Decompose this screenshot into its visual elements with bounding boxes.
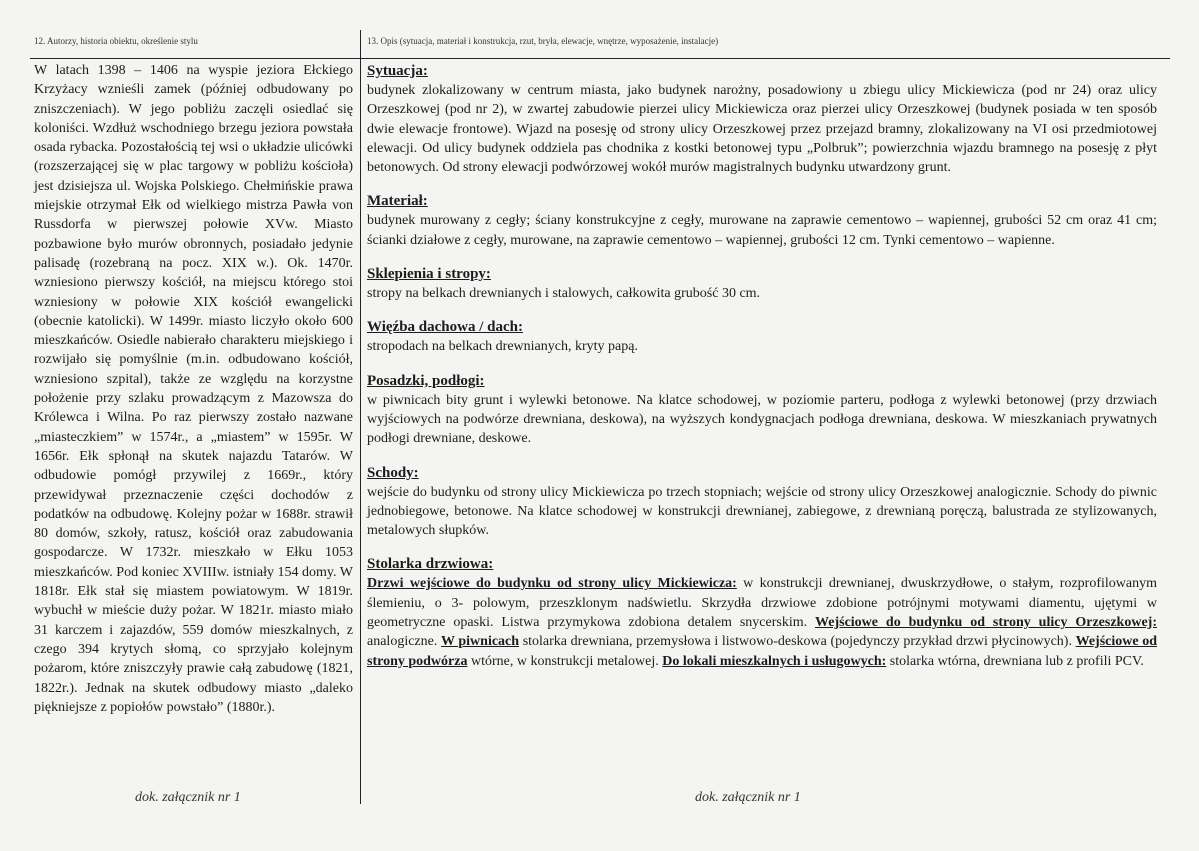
text-material: budynek murowany z cegły; ściany konstrukcyjne z cegły, murowane na zaprawie cementowo – wapiennej, grubości 52 cm oraz 41 cm; ścianki działowe z cegły, murowane, na zaprawie cementowo – wapiennej, grubości 12 cm. Tynki cementowo – wapienne. — [367, 213, 1157, 248]
text-drzwi-orzeszkowej: analogiczne. — [367, 634, 441, 650]
section-material — [367, 191, 1157, 250]
section-sklepienia — [367, 264, 1157, 303]
text-podworze: wtórne, w konstrukcji metalowej. — [467, 653, 663, 669]
document-page — [30, 30, 1170, 820]
history-text: W latach 1398 – 1406 na wyspie jeziora Ełckiego Krzyżacy wznieśli zamek (później odbudowany po zniszczeniach). W jego pobliżu zaczęli osiedlać się koloniści. Wzdłuż wschodniego brzegu jeziora powstała osada rybacka. Pozostałością tej wsi o układzie ulicówki (rozszerzającej się w plac targowy w pobliżu kościoła) jest dzisiejsza ul. Wojska Polskiego. Chełmińskie prawa miejskie otrzymał Ełk od wielkiego mistrza Pawła von Russdorfa w pierwszej połowie XVw. Miasto pozbawione było murów obronnych, posiadało jedynie palisadę (rozebraną na pocz. XIX w.). Ok. 1470r. wzniesiono pierwszy kościół, na miejscu którego stoi wzniesiony w połowie XIX kościół ewangelicki (obecnie katolicki). W 1499r. miasto liczyło około 600 mieszkańców. Osiedle nabierało charakteru miejskiego i rozwijało się pomyślnie (m.in. odbudowano kościół, wzniesiono szpital), także ze względu na korzystne położenie przy szlaku prowadzącym z Mazowsza do Królewca i Wilna. Po raz pierwszy zostało nazwane „miasteczkiem” w 1574r., a „miastem” w 1595r. W 1656r. Ełk spłonął na skutek najazdu Tatarów. W odbudowie pomógł przywilej z 1669r., który przewidywał przeznaczenie części dochodów z podatków na odbudowę. Kolejny pożar w 1688r. strawił 80 domów, szkoły, ratusz, kościół oraz zabudowania gospodarcze. W 1732r. mieszkało w Ełku 1053 mieszkańców. Pod koniec XVIIIw. istniały 154 domy. W 1818r. Ełk stał się miastem powiatowym. W 1819r. wybuchł w mieście duży pożar. W 1821r. miasto miało 31 karczem i zajazdów, 559 domów mieszkalnych, z czego 394 krytych słomą, co sprzyjało kolejnym pożarom, które zniszczyły prawie całą zabudowę (1821, 1822r.). Jednak na skutek odbudowy miasto „daleko piękniejsze z popiołów powstało” (1880r.). — [34, 63, 353, 715]
heading-sytuacja: Sytuacja: — [367, 63, 428, 79]
section-stolarka — [367, 554, 1157, 670]
footer-right: dok. załącznik nr 1 — [695, 790, 801, 805]
text-sytuacja: budynek zlokalizowany w centrum miasta, jako budynek narożny, posadowiony u zbiegu ulicy Mickiewicza (pod nr 24) oraz ulicy Orzeszkowej (pod nr 2), w zwartej zabudowie pierzei ulicy Mickiewicza oraz pierzei ulicy Orzeszkowej (budynek posiada w ten sposób dwie elewacje frontowe). Wjazd na posesję od strony ulicy Orzeszkowej przez przejazd bramny, zlokalizowany na VI osi przedmiotowej elewacji. Od ulicy budynek oddziela pas chodnika z kostki betonowej typu „Polbruk”; powierzchnia wjazdu bramnego na posesję z płyt betonowych. Od strony elewacji podwórzowej wokół murów magistralnych budynku utwardzony grunt. — [367, 83, 1157, 176]
label-drzwi-mickiewicza: Drzwi wejściowe do budynku od strony ulicy Mickiewicza: — [367, 576, 737, 592]
text-drzwi-mickiewicza: w konstrukcji drewnianej, dwuskrzydłowe, o stałym, rozprofilowanym ślemieniu, o 3- polowym, przeszklonym nadświetlu. Skrzydła drzwiowe zdobione potrójnymi motywami diamentu, ujętymi w geometryczne opaski. Listwa przymykowa zdobiona detalem snycerskim. — [367, 576, 1157, 631]
text-piwnice: stolarka drewniana, przemysłowa i listwowo-deskowa (pojedynczy przykład drzwi płycinowych). — [519, 634, 1076, 650]
heading-wiezba: Więźba dachowa / dach: — [367, 319, 523, 336]
footer-left: dok. załącznik nr 1 — [135, 790, 241, 805]
heading-stolarka: Stolarka drzwiowa: — [367, 556, 494, 573]
heading-sklepienia: Sklepienia i stropy: — [367, 266, 491, 283]
text-lokale: stolarka wtórna, drewniana lub z profili PCV. — [886, 653, 1144, 669]
history-column — [34, 61, 353, 717]
description-column — [367, 61, 1157, 685]
column-divider — [360, 30, 361, 804]
section-posadzki — [367, 371, 1157, 449]
heading-material: Materiał: — [367, 193, 428, 210]
label-podworze: Wejściowe od strony podwórza — [367, 634, 1157, 669]
section-schody — [367, 463, 1157, 541]
text-wiezba: stropodach na belkach drewnianych, kryty papą. — [367, 339, 638, 355]
header-divider — [30, 58, 1170, 59]
heading-posadzki: Posadzki, podłogi: — [367, 372, 485, 389]
section-sytuacja — [367, 61, 1157, 177]
header-right: 13. Opis (sytuacja, materiał i konstrukcja, rzut, bryła, elewacje, wnętrze, wyposażenie, instalacje) — [367, 36, 719, 46]
text-schody: wejście do budynku od strony ulicy Mickiewicza po trzech stopniach; wejście od strony ulicy Orzeszkowej analogicznie. Schody do piwnic jednobiegowe, betonowe. Na klatce schodowej w konstrukcji drewnianej, zabiegowe, z drewnianą poręczą, balustrada ze stylizowanych, metalowych słupków. — [367, 484, 1157, 539]
header-left: 12. Autorzy, historia obiektu, określenie stylu — [34, 36, 198, 46]
text-stolarka — [367, 574, 1157, 670]
label-drzwi-orzeszkowej: Wejściowe do budynku od strony ulicy Orzeszkowej: — [815, 615, 1157, 631]
text-sklepienia: stropy na belkach drewnianych i stalowych, całkowita grubość 30 cm. — [367, 286, 761, 302]
label-piwnice: W piwnicach — [441, 634, 520, 650]
section-wiezba — [367, 317, 1157, 356]
label-lokale: Do lokali mieszkalnych i usługowych: — [662, 653, 887, 669]
heading-schody: Schody: — [367, 464, 419, 481]
text-posadzki: w piwnicach bity grunt i wylewki betonowe. Na klatce schodowej, w poziomie parteru, podłoga z wylewki betonowej (przy drzwiach wyjściowych na podwórze drewniana, deskowa), na wyższych kondygnacjach podłoga drewniana, deskowa. W mieszkaniach prywatnych podłogi drewniane, deskowe. — [367, 392, 1157, 447]
